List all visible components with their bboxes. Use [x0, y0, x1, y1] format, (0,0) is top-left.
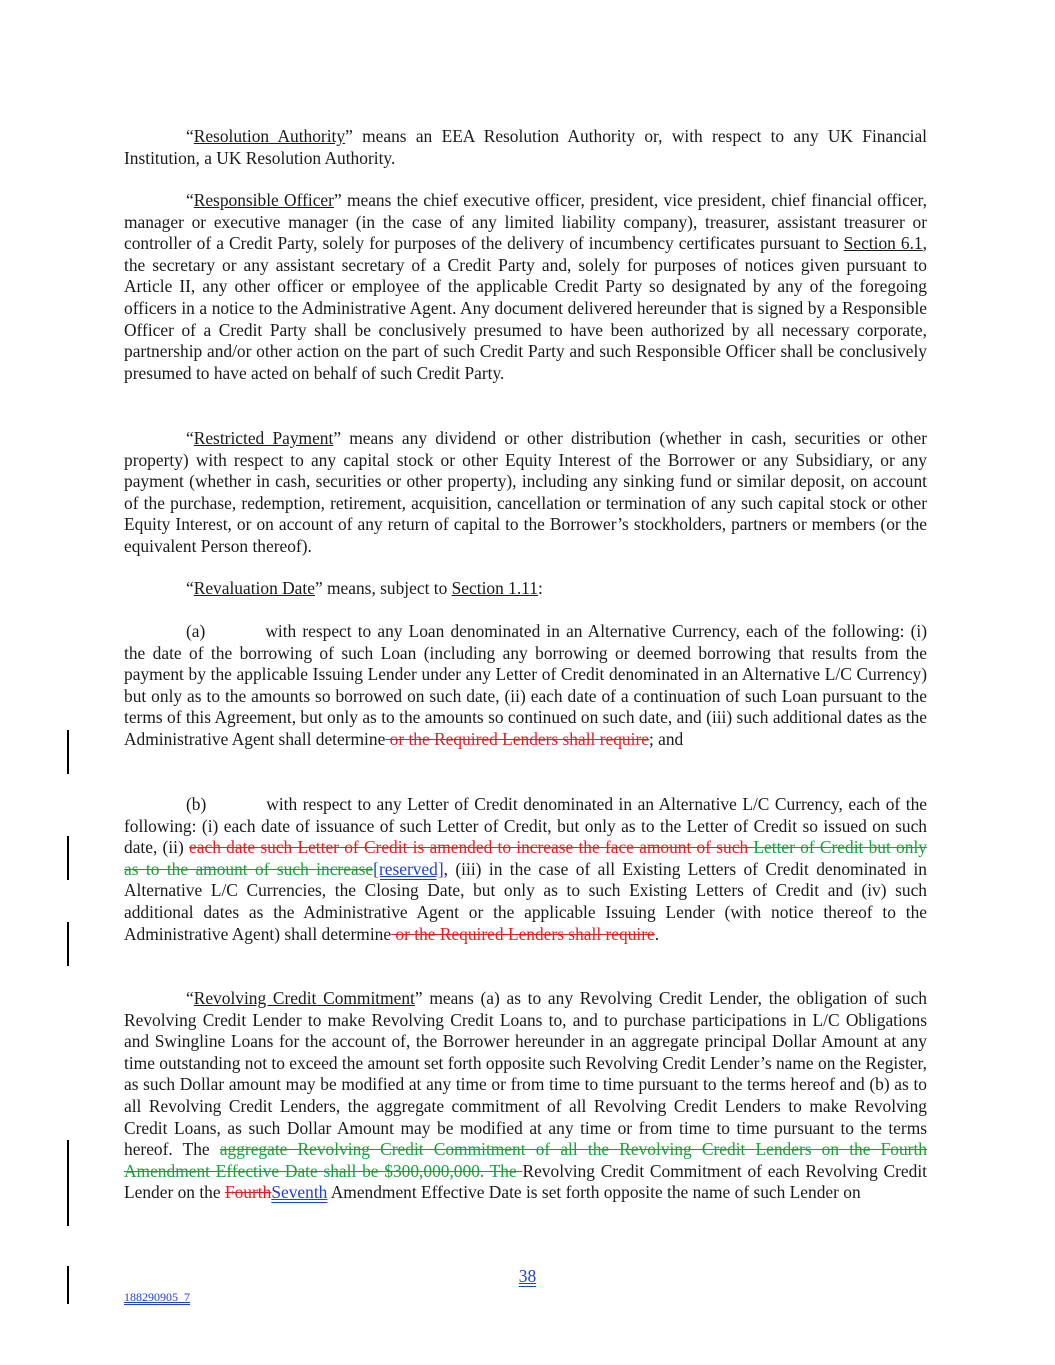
moved-deleted-text: aggregate Revolving Credit Commitment of all the Revolving Credit Lenders on the Fourth Amendment Effective Date shall be $300,000,000. The	[124, 1139, 927, 1181]
punctuation: ; and	[648, 728, 684, 749]
page-number-text: 38	[518, 1266, 537, 1286]
deleted-text: Fourth	[224, 1182, 272, 1203]
punctuation: :	[537, 578, 543, 598]
section-reference: Section 6.1	[843, 233, 923, 254]
deleted-text: each date such Letter of Credit is amended to increase the face amount of such	[189, 837, 754, 858]
definition-resolution-authority	[124, 126, 927, 169]
change-bar	[67, 836, 69, 880]
document-id	[124, 1287, 190, 1309]
deleted-text: or the Required Lenders shall require	[385, 728, 649, 749]
defined-term: Resolution Authority	[193, 126, 346, 146]
defined-term: Responsible Officer	[193, 190, 334, 210]
page-number	[0, 1266, 1055, 1288]
clause-label: (a)	[186, 621, 206, 641]
definition-text: Amendment Effective Date is set forth opposite the name of such Lender on	[327, 1182, 861, 1203]
moved-deleted-text: Letter of Credit but only as to the amount of such increase	[124, 837, 927, 879]
clause-text: with respect to any Loan denominated in an Alternative Currency, each of the following: (i) the date of the borrowing of such Loan (including any borrowing or deemed borrowing that results from the payment by the applicable Issuing Lender under any Letter of Credit denominated in an Alternative L/C Currency) but only as to the amounts so borrowed on such date, (ii) each date of a continuation of such Loan pursuant to the terms of this Agreement, but only as to the amounts so continued on such date, and (iii) such additional dates as the Administrative Agent shall determine	[124, 621, 927, 749]
deleted-text: or the Required Lenders shall require	[391, 923, 655, 944]
clause-text: with respect to any Letter of Credit denominated in an Alternative L/C Currency, each of the following: (i) each date of issuance of such Letter of Credit, but only as to the Letter of Credit so issued on such date, (ii)	[124, 794, 927, 858]
clause-label: (b)	[186, 794, 207, 814]
definition-text: ” means, subject to	[314, 578, 452, 598]
definition-restricted-payment	[124, 428, 927, 558]
quote: “	[186, 126, 194, 146]
definition-responsible-officer	[124, 190, 927, 384]
defined-term: Revaluation Date	[193, 578, 315, 598]
clause-b	[124, 794, 927, 945]
quote: “	[186, 428, 194, 448]
change-bar	[67, 922, 69, 966]
definition-text: ” means any dividend or other distribution (whether in cash, securities or other property) with respect to any capital stock or other Equity Interest of the Borrower or any Subsidiary, or any payment (whether in cash, securities or other property), including any sinking fund or similar deposit, on account of the purchase, redemption, retirement, acquisition, cancellation or termination of any such capital stock or other Equity Interest, or on account of any return of capital to the Borrower’s stockholders, partners or members (or the equivalent Person thereof).	[124, 428, 927, 556]
document-id-text: 188290905_7	[124, 1290, 190, 1304]
section-reference: Section 1.11	[451, 578, 538, 598]
inserted-text: Seventh	[271, 1182, 328, 1203]
definition-text: ” means (a) as to any Revolving Credit Lender, the obligation of such Revolving Credit Lender to make Revolving Credit Loans to, and to purchase participations in L/C Obligations and Swingline Loans for the account of, the Borrower hereunder in an aggregate principal Dollar Amount at any time outstanding not to exceed the amount set forth opposite such Revolving Credit Lender’s name on the Register, as such Dollar amount may be modified at any time or from time to time pursuant to the terms hereof and (b) as to all Revolving Credit Lenders, the aggregate commitment of all Revolving Credit Lenders to make Revolving Credit Loans, as such Dollar Amount may be modified at any time or from time to time pursuant to the terms hereof. The	[124, 988, 927, 1160]
defined-term: Revolving Credit Commitment	[193, 988, 415, 1008]
quote: “	[186, 578, 194, 598]
clause-a	[124, 621, 927, 751]
change-bar	[67, 1140, 69, 1226]
change-bar	[67, 730, 69, 774]
inserted-text: [reserved]	[373, 858, 444, 879]
definition-revolving-credit-commitment	[124, 988, 927, 1204]
defined-term: Restricted Payment	[193, 428, 334, 448]
definition-text: , the secretary or any assistant secretary of a Credit Party and, solely for purposes of notices given pursuant to Article II, any other officer or employee of the applicable Credit Party so designated by any of the foregoing officers in a notice to the Administrative Agent. Any document delivered hereunder that is signed by a Responsible Officer of a Credit Party shall be conclusively presumed to have been authorized by all necessary corporate, partnership and/or other action on the part of such Credit Party and such Responsible Officer shall be conclusively presumed to have acted on behalf of such Credit Party.	[124, 233, 927, 383]
definition-revaluation-date	[124, 578, 927, 600]
definition-text: ” means the chief executive officer, president, vice president, chief financial officer, manager or executive manager (in the case of any limited liability company), treasurer, assistant treasurer or controller of a Credit Party, solely for purposes of the delivery of incumbency certificates pursuant to	[124, 190, 927, 254]
definition-text: ” means an EEA Resolution Authority or, with respect to any UK Financial Institution, a UK Resolution Authority.	[124, 126, 927, 168]
definition-text: Revolving Credit Commitment of each Revolving Credit Lender on the	[124, 1160, 927, 1203]
quote: “	[186, 988, 194, 1008]
quote: “	[186, 190, 194, 210]
clause-text: , (iii) in the case of all Existing Letters of Credit denominated in Alternative L/C Currencies, the Closing Date, but only as to such Existing Letters of Credit and (iv) such additional dates as the Administrative Agent or the applicable Issuing Lender (with notice thereof to the Administrative Agent) shall determine	[124, 858, 927, 944]
punctuation: .	[654, 923, 660, 944]
